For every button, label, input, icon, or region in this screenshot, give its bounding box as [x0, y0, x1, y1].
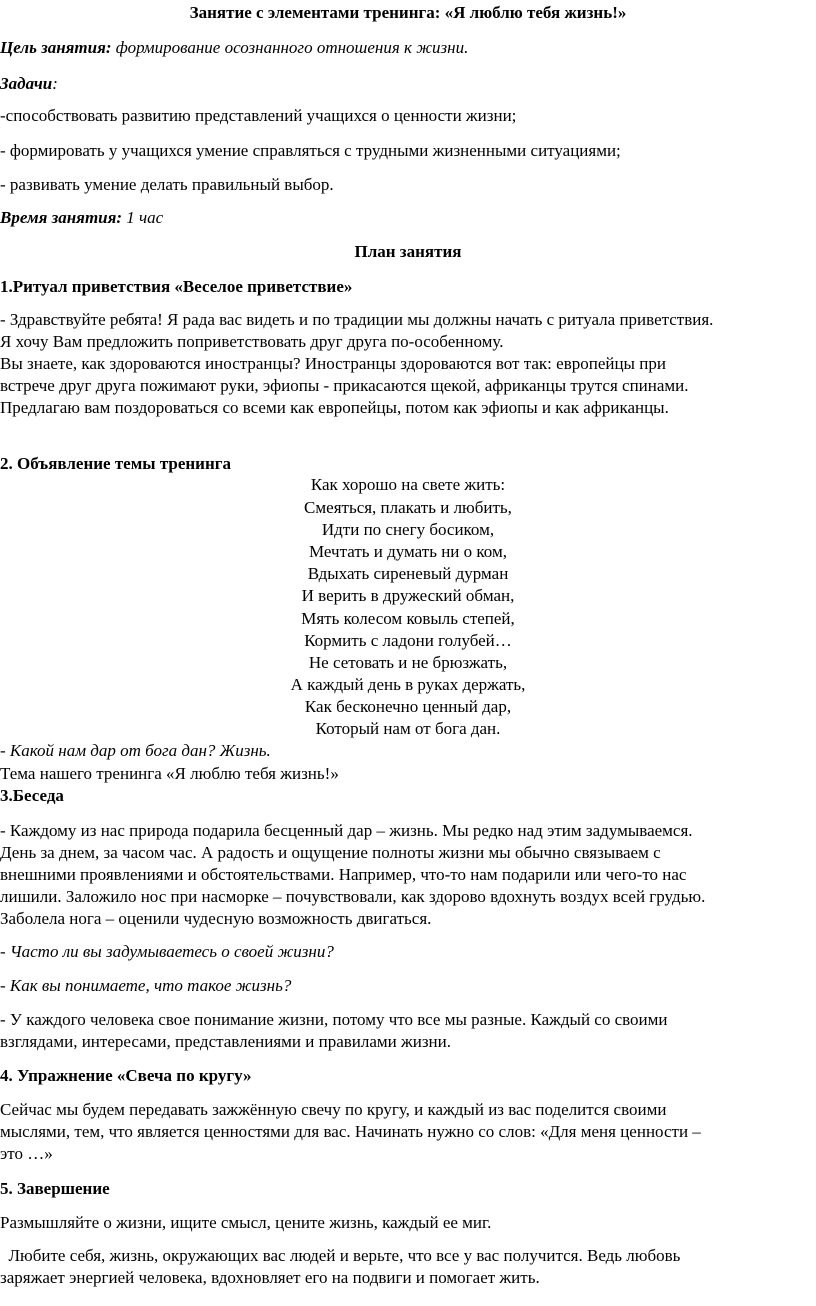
- section3-line: День за днем, за часом час. А радость и ощущение полноты жизни мы обычно связываем с: [0, 843, 661, 862]
- section4-heading: 4. Упражнение «Свеча по кругу»: [0, 1066, 252, 1085]
- section1-line: - Здравствуйте ребята! Я рада вас видеть и по традиции мы должны начать с ритуала приветствия.: [0, 310, 714, 329]
- question-2-text: Как вы понимаете, что такое жизнь?: [9, 976, 292, 995]
- plan-title: План занятия: [354, 242, 462, 261]
- tasks-label: Задачи: [0, 74, 53, 93]
- poem-line: А каждый день в руках держать,: [290, 675, 526, 694]
- poem-line: Как бесконечно ценный дар,: [304, 697, 512, 716]
- question-2-dash: -: [0, 976, 10, 995]
- answer-line: - У каждого человека свое понимание жизни, потому что все мы разные. Каждый со своими: [0, 1010, 668, 1029]
- section1-line: Вы знаете, как здороваются иностранцы? Иностранцы здороваются вот так: европейцы при: [0, 354, 666, 373]
- section3-line: лишили. Заложило нос при насморке – почувствовали, как здорово вдохнуть воздух всей грудью.: [0, 887, 706, 906]
- section3-line: - Каждому из нас природа подарила бесценный дар – жизнь. Мы редко над этим задумываемся.: [0, 821, 693, 840]
- poem-line: Как хорошо на свете жить:: [310, 475, 506, 494]
- document-title: Занятие с элементами тренинга: «Я люблю тебя жизнь!»: [189, 3, 627, 22]
- task-item: - формировать у учащихся умение справляться с трудными жизненными ситуациями;: [0, 141, 621, 160]
- duration-line: [0, 207, 163, 229]
- goal-label: Цель занятия:: [0, 38, 112, 57]
- section2-heading: 2. Объявление темы тренинга: [0, 454, 231, 473]
- section1-line: встрече друг друга пожимают руки, эфиопы - прикасаются щекой, африканцы трутся спинами.: [0, 376, 689, 395]
- final-line: заряжает энергией человека, вдохновляет его на подвиги и помогает жить.: [0, 1268, 540, 1287]
- duration-label: Время занятия:: [0, 208, 123, 227]
- section5-text: Размышляйте о жизни, ищите смысл, цените жизнь, каждый ее миг.: [0, 1213, 492, 1232]
- theme-question: - Какой нам дар от бога дан? Жизнь.: [0, 741, 271, 760]
- theme-statement: Тема нашего тренинга «Я люблю тебя жизнь!»: [0, 764, 339, 783]
- poem-line: Мять колесом ковыль степей,: [301, 609, 515, 628]
- poem-line: Вдыхать сиреневый дурман: [307, 564, 509, 583]
- duration-text: 1 час: [122, 208, 164, 227]
- poem-line: Не сетовать и не брюзжать,: [308, 653, 508, 672]
- goal-text: формирование осознанного отношения к жизни.: [111, 38, 469, 57]
- poem-line: Смеяться, плакать и любить,: [304, 498, 512, 517]
- section4-line: мыслями, тем, что является ценностями для вас. Начинать нужно со слов: «Для меня ценности –: [0, 1122, 701, 1141]
- section4-line: это …»: [0, 1144, 53, 1163]
- tasks-colon: :: [52, 74, 58, 93]
- poem-line: Идти по снегу босиком,: [321, 520, 495, 539]
- poem-line: Мечтать и думать ни о ком,: [309, 542, 507, 561]
- task-item: -способствовать развитию представлений учащихся о ценности жизни;: [0, 106, 517, 125]
- poem-line: И верить в дружеский обман,: [301, 586, 515, 605]
- task-item: - развивать умение делать правильный выбор.: [0, 175, 334, 194]
- section4-line: Сейчас мы будем передавать зажжённую свечу по кругу, и каждый из вас поделится своими: [0, 1100, 667, 1119]
- section1-line: Предлагаю вам поздороваться со всеми как европейцы, потом как эфиопы и как африканцы.: [0, 398, 669, 417]
- section3-heading: 3.Беседа: [0, 786, 64, 805]
- poem-line: Кормить с ладони голубей…: [304, 631, 512, 650]
- section1-heading: 1.Ритуал приветствия «Веселое приветствие»: [0, 277, 353, 296]
- tasks-line: [0, 73, 58, 95]
- section5-heading: 5. Завершение: [0, 1179, 110, 1198]
- section1-line: Я хочу Вам предложить поприветствовать друг друга по-особенному.: [0, 332, 504, 351]
- question-1: [0, 941, 334, 963]
- final-line: Любите себя, жизнь, окружающих вас людей и верьте, что все у вас получится. Ведь любовь: [0, 1246, 681, 1265]
- section3-line: Заболела нога – оценили чудесную возможность двигаться.: [0, 909, 432, 928]
- poem-line: Который нам от бога дан.: [315, 719, 501, 738]
- goal-line: [0, 37, 468, 59]
- question-2: [0, 975, 291, 997]
- question-1-dash: -: [0, 942, 10, 961]
- question-1-text: Часто ли вы задумываетесь о своей жизни?: [9, 942, 334, 961]
- section3-line: внешними проявлениями и обстоятельствами. Например, что-то нам подарили или чего-то нас: [0, 865, 687, 884]
- answer-line: взглядами, интересами, представлениями и правилами жизни.: [0, 1032, 451, 1051]
